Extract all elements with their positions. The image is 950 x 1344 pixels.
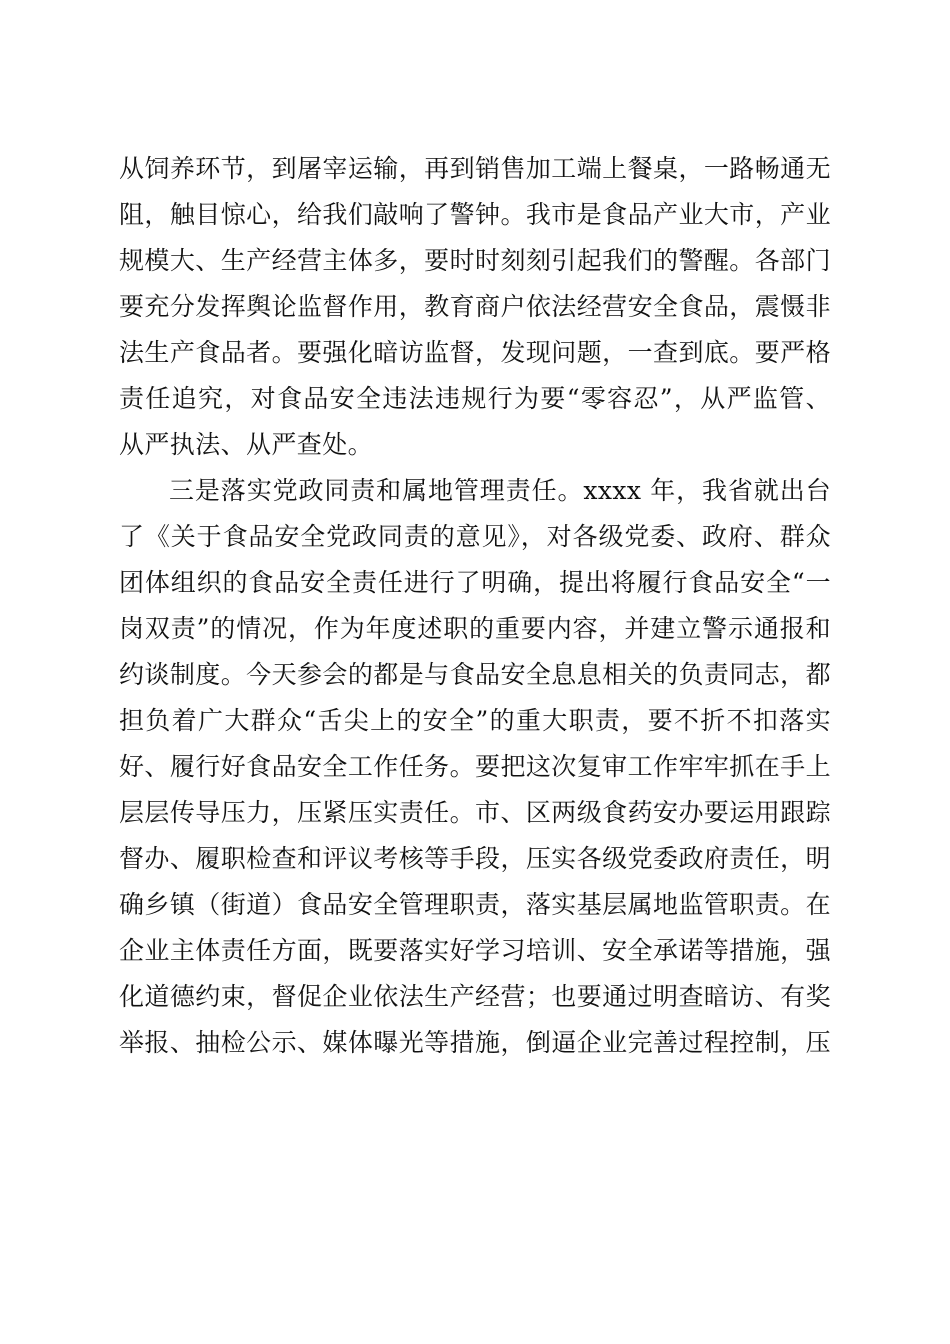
- paragraph-line: 层层传导压力，压紧压实责任。市、区两级食药安办要运用跟踪: [119, 798, 831, 827]
- paragraph-line: 担负着广大群众“舌尖上的安全”的重大职责，要不折不扣落实: [119, 706, 831, 735]
- paragraph-line: 团体组织的食品安全责任进行了明确，提出将履行食品安全“一: [119, 568, 831, 597]
- paragraph-line: 好、履行好食品安全工作任务。要把这次复审工作牢牢抓在手上: [119, 752, 831, 781]
- paragraph-line: 法生产食品者。要强化暗访监督，发现问题，一查到底。要严格: [119, 338, 831, 367]
- paragraph-line: 责任追究，对食品安全违法违规行为要“零容忍”，从严监管、: [119, 384, 831, 413]
- paragraph-line: 督办、履职检查和评议考核等手段，压实各级党委政府责任，明: [119, 844, 831, 873]
- paragraph-2: [119, 468, 831, 1066]
- paragraph-line: 约谈制度。今天参会的都是与食品安全息息相关的负责同志，都: [119, 660, 831, 689]
- paragraph-line: 确乡镇（街道）食品安全管理职责，落实基层属地监管职责。在: [119, 890, 831, 919]
- paragraph-line: 阻，触目惊心，给我们敲响了警钟。我市是食品产业大市，产业: [119, 200, 831, 229]
- document-body: [119, 146, 831, 1066]
- paragraph-1: [119, 146, 831, 468]
- paragraph-line: 规模大、生产经营主体多，要时时刻刻引起我们的警醒。各部门: [119, 246, 831, 275]
- paragraph-line: 化道德约束，督促企业依法生产经营；也要通过明查暗访、有奖: [119, 982, 831, 1011]
- paragraph-line: 了《关于食品安全党政同责的意见》，对各级党委、政府、群众: [119, 522, 831, 551]
- paragraph-line: 企业主体责任方面，既要落实好学习培训、安全承诺等措施，强: [119, 936, 831, 965]
- paragraph-line: 举报、抽检公示、媒体曝光等措施，倒逼企业完善过程控制，压: [119, 1028, 831, 1057]
- paragraph-line: 从严执法、从严查处。: [119, 430, 374, 459]
- paragraph-line: 从饲养环节，到屠宰运输，再到销售加工端上餐桌，一路畅通无: [119, 154, 831, 183]
- paragraph-line: 三是落实党政同责和属地管理责任。xxxx 年，我省就出台: [169, 476, 831, 505]
- paragraph-line: 要充分发挥舆论监督作用，教育商户依法经营安全食品，震慑非: [119, 292, 831, 321]
- paragraph-line: 岗双责”的情况，作为年度述职的重要内容，并建立警示通报和: [119, 614, 831, 643]
